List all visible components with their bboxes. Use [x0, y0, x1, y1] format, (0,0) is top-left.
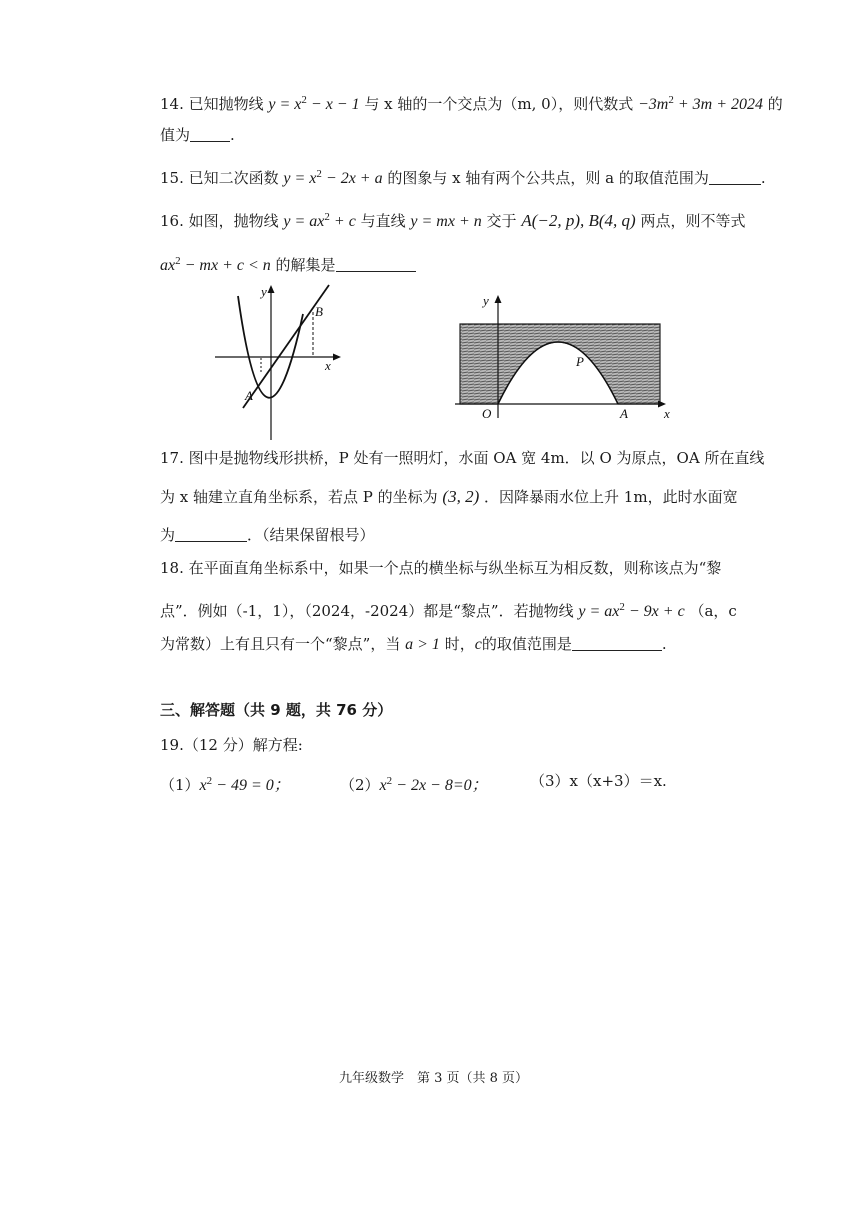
question-16-line-1: 16. 如图，抛物线 $y = ax^2 + c$ 与直线 y = mx + n 交于 A(−2, p), B(4, q) 两点，则不等式 — [160, 211, 746, 230]
question-17-line-2: 为 x 轴建立直角坐标系，若点 P 的坐标为 (3, 2) ．因降暴雨水位上升 1m，此时水面宽 — [160, 487, 738, 506]
fig17-y-label: y — [483, 293, 489, 308]
question-14-line-1: 14. 已知抛物线 $y = x^2 - x - 1$ 与 x 轴的一个交点为（m, 0），则代数式 $-3m^2 + 3m + 2024$ 的 — [160, 94, 783, 113]
point-p-label: P — [576, 354, 584, 369]
fig16-y-label: y — [261, 284, 267, 299]
fig16-x-label: x — [325, 358, 331, 373]
question-19-header: 19.（12 分）解方程: — [160, 736, 303, 754]
question-17-line-3: 为 ．（结果保留根号） — [160, 526, 375, 544]
question-19-part-3: （3）x（x+3）＝x. — [530, 772, 667, 790]
question-17-line-1: 17. 图中是抛物线形拱桥，P 处有一照明灯，水面 OA 宽 4m．以 O 为原点，OA 所在直线 — [160, 449, 765, 467]
question-16-line-2: $ax^2$ − mx + c < n 的解集是 — [160, 251, 416, 276]
point-a-label: A — [245, 388, 253, 403]
answer-blank[interactable] — [572, 636, 662, 651]
question-18-line-2: 点”．例如（-1，1），（2024，-2024）都是“黎点”．若抛物线 $y = ax^2 - 9x + c$ （a，c — [160, 601, 737, 620]
section-3-title: 三、解答题（共 9 题，共 76 分） — [160, 701, 393, 719]
answer-blank[interactable] — [175, 527, 247, 542]
question-18-line-3: 为常数）上有且只有一个“黎点”，当 a > 1 时，c的取值范围是 . — [160, 635, 667, 653]
question-14-line-2: 值为 . — [160, 126, 235, 144]
question-19-part-1: $(1)x^2 - 49 = 0$； — [160, 775, 290, 794]
question-19-part-2: $(2)x^2 - 2x - 8=0$； — [340, 775, 488, 794]
figure-17-arch-bridge — [450, 290, 680, 425]
figure-16-parabola-line — [205, 280, 355, 445]
point-b-label: B — [315, 304, 323, 319]
bridge-body — [460, 324, 660, 404]
fig17-x-label: x — [664, 406, 670, 421]
question-18-line-1: 18. 在平面直角坐标系中，如果一个点的横坐标与纵坐标互为相反数，则称该点为“黎 — [160, 559, 722, 577]
answer-blank[interactable] — [336, 257, 416, 272]
point-a-label: A — [620, 406, 628, 421]
answer-blank[interactable] — [190, 127, 230, 142]
page-footer: 九年级数学 第 3 页（共 8 页） — [338, 1071, 529, 1086]
origin-o-label: O — [482, 406, 492, 421]
answer-blank[interactable] — [709, 170, 761, 185]
question-15: 15. 已知二次函数 $y = x^2 - 2x + a$ 的图象与 x 轴有两个公共点，则 a 的取值范围为 . — [160, 168, 766, 187]
